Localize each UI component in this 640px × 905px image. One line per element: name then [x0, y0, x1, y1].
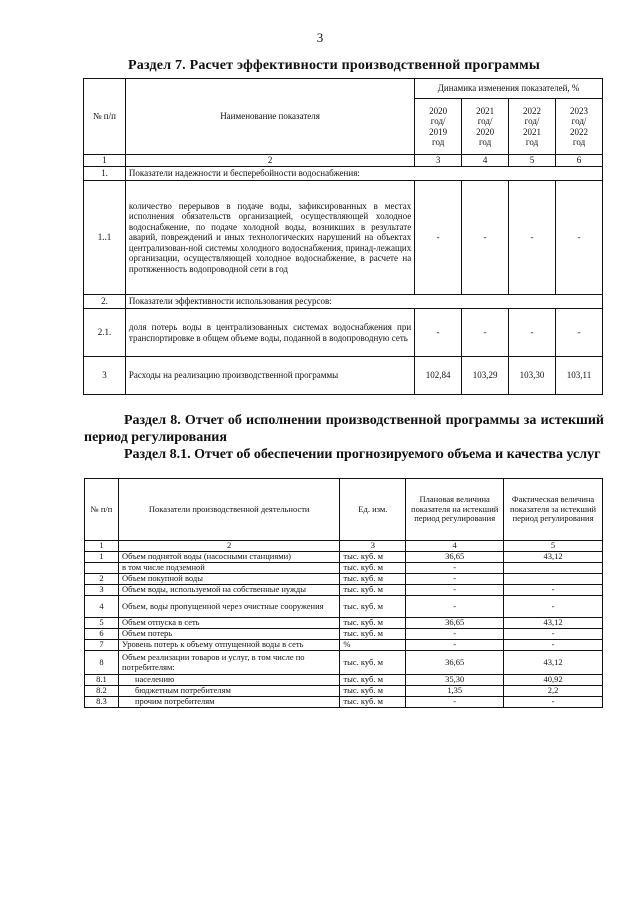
column-number-row: 1 2 3 4 5 6	[84, 155, 603, 167]
page-number: 3	[316, 30, 324, 45]
table-row: в том числе подземной тыс. куб. м -	[85, 563, 603, 574]
table-row: 4 Объем, воды пропущенной через очистные сооружения тыс. куб. м - -	[85, 596, 603, 618]
table-row: 6 Объем потерь тыс. куб. м - -	[85, 629, 603, 640]
table-row: 8.3 прочим потребителям тыс. куб. м - -	[85, 697, 603, 708]
header-year: 2020 год/ 2019 год	[415, 99, 462, 155]
header-year: 2022 год/ 2021 год	[509, 99, 556, 155]
efficiency-table	[83, 78, 603, 395]
header-year: 2021 год/ 2020 год	[462, 99, 509, 155]
table-row: 8.2 бюджетным потребителям тыс. куб. м 1,35 2,2	[85, 686, 603, 697]
table-row: 2.1. доля потерь воды в централизованных системах водоснабжения при транспортировке в общем объеме воды, поданной в водопроводную сеть - - - -	[84, 309, 603, 357]
header-year: 2023 год/ 2022 год	[556, 99, 603, 155]
section-7-title: Раздел 7. Расчет эффективности производственной программы	[128, 58, 541, 73]
header-num: № п/п	[85, 479, 119, 541]
section-8-title: Раздел 8. Отчет об исполнении производственной программы за истекший период регулирования	[84, 413, 604, 445]
table-row: 1. Показатели надежности и бесперебойности водоснабжения:	[84, 167, 603, 181]
header-dynamics: Динамика изменения показателей, %	[415, 79, 603, 99]
header-unit: Ед. изм.	[340, 479, 406, 541]
table-row: 8 Объем реализации товаров и услуг, в том числе по потребителям: тыс. куб. м 36,65 43,12	[85, 651, 603, 675]
table-row: 5 Объем отпуска в сеть тыс. куб. м 36,65 43,12	[85, 618, 603, 629]
table-row: 3 Объем воды, используемой на собственные нужды тыс. куб. м - -	[85, 585, 603, 596]
table-row: 7 Уровень потерь к объему отпущенной воды в сеть % - -	[85, 640, 603, 651]
header-indicator: Показатели производственной деятельности	[118, 479, 339, 541]
table-row: 8.1 населению тыс. куб. м 35,30 40,92	[85, 675, 603, 686]
table-row: 2. Показатели эффективности использования ресурсов:	[84, 295, 603, 309]
table-row: 1 Объем поднятой воды (насосными станциями) тыс. куб. м 36,65 43,12	[85, 552, 603, 563]
header-fact: Фактическая величина показателя за истекший период регулирования	[504, 479, 603, 541]
section-8-1-title: Раздел 8.1. Отчет об обеспечении прогнозируемого объема и качества услуг	[124, 447, 601, 462]
services-report-table	[84, 478, 603, 708]
header-num: № п/п	[84, 79, 126, 155]
header-name: Наименование показателя	[125, 79, 414, 155]
header-plan: Плановая величина показателя на истекший период регулирования	[406, 479, 504, 541]
column-number-row: 1 2 3 4 5	[85, 541, 603, 552]
table-row: 3 Расходы на реализацию производственной программы 102,84 103,29 103,30 103,11	[84, 357, 603, 395]
table-row: 2 Объем покупной воды тыс. куб. м -	[85, 574, 603, 585]
table-row: 1..1 количество перерывов в подаче воды, зафиксированных в местах исполнения обязательств организацией, осуществляющей холодное водоснабжение, по подаче холодной воды, возникших в результате аварий, повреждений и иных технологических нарушений на объектах централизован-ной системы холодного водоснабжения, принад-лежащих организации, осуществляющей холодное водоснабжение, в расчете на протяженность водопроводной сети в год - - - -	[84, 181, 603, 295]
